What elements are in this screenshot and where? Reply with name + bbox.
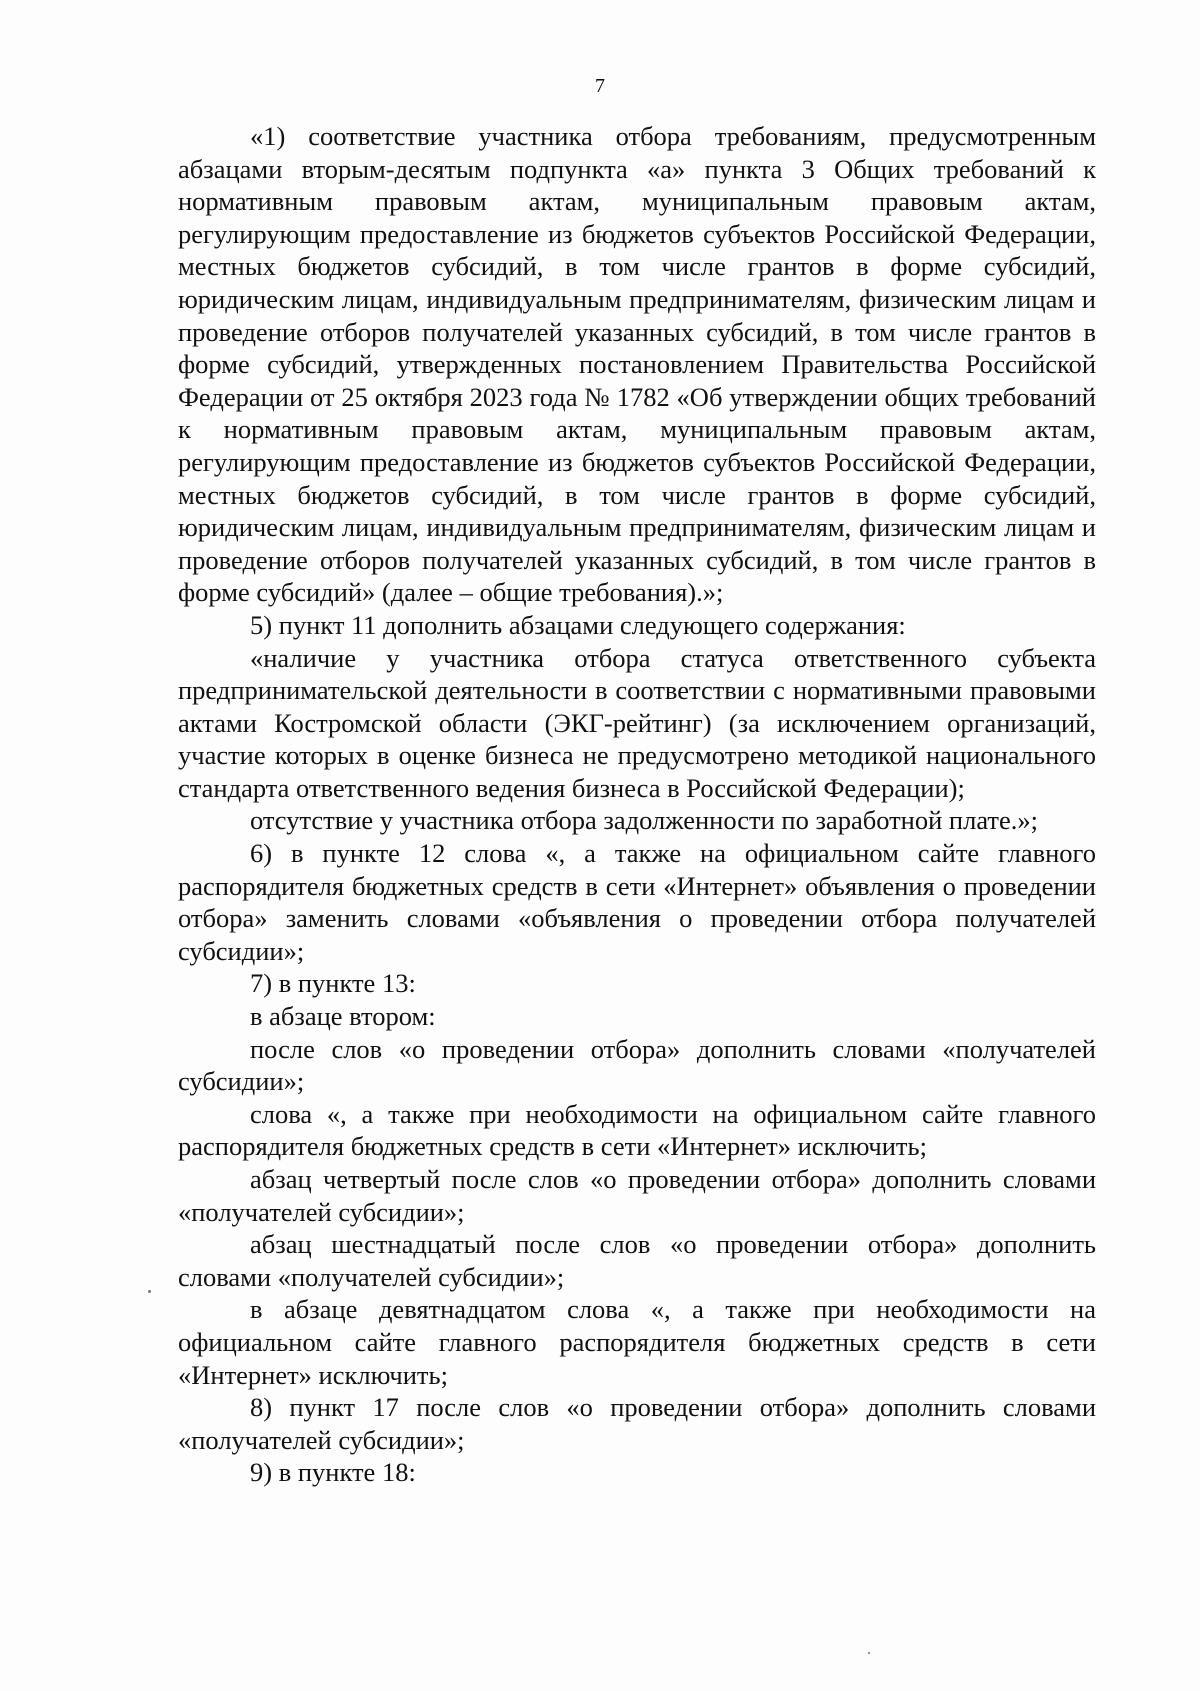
paragraph-1: «1) соответствие участника отбора требованиям, предусмотренным абзацами вторым-десятым подпункта «а» пункта 3 Общих требований к нормативным правовым актам, муниципальным правовым актам, регулирующим предоставление из бюджетов субъектов Российской Федерации, местных бюджетов субсидий, в том числе грантов в форме субсидий, юридическим лицам, индивидуальным предпринимателям, физическим лицам и проведение отборов получателей указанных субсидий, в том числе грантов в форме субсидий, утвержденных постановлением Правительства Российской Федерации от 25 октября 2023 года № 1782 «Об утверждении общих требований к нормативным правовым актам, муниципальным правовым актам, регулирующим предоставление из бюджетов субъектов Российской Федерации, местных бюджетов субсидий, в том числе грантов в форме субсидий, юридическим лицам, индивидуальным предпринимателям, физическим лицам и проведение отборов получателей указанных субсидий, в том числе грантов в форме субсидий» (далее – общие требования).»;	[178, 121, 1096, 608]
paragraph-10: абзац четвертый после слов «о проведении отбора» дополнить словами «получателей субсидии»;	[178, 1164, 1096, 1227]
paragraph-7: в абзаце втором:	[250, 1001, 436, 1032]
paragraph-13: 8) пункт 17 после слов «о проведении отбора» дополнить словами «получателей субсидии»;	[178, 1392, 1096, 1455]
paragraph-14: 9) в пункте 18:	[250, 1457, 416, 1488]
paragraph-9: слова «, а также при необходимости на официальном сайте главного распорядителя бюджетных средств в сети «Интернет» исключить;	[178, 1098, 1096, 1162]
paragraph-6: 7) в пункте 13:	[250, 968, 416, 999]
paragraph-8: после слов «о проведении отбора» дополнить словами «получателей субсидии»;	[178, 1033, 1096, 1097]
paragraph-2: 5) пункт 11 дополнить абзацами следующего содержания:	[250, 609, 906, 640]
scan-speck	[868, 1652, 870, 1654]
paragraph-11: абзац шестнадцатый после слов «о проведении отбора» дополнить словами «получателей субсидии»;	[178, 1229, 1096, 1292]
paragraph-3: «наличие у участника отбора статуса ответственного субъекта предпринимательской деятельности в соответствии с нормативными правовыми актами Костромской области (ЭКГ-рейтинг) (за исключением организаций, участие которых в оценке бизнеса не предусмотрено методикой национального стандарта ответственного ведения бизнеса в Российской Федерации);	[178, 642, 1096, 803]
paragraph-12: в абзаце девятнадцатом слова «, а также при необходимости на официальном сайте главного распорядителя бюджетных средств в сети «Интернет» исключить;	[178, 1294, 1096, 1390]
page-number: 7	[595, 75, 605, 97]
document-body	[178, 120, 1096, 1489]
scan-speck	[148, 1290, 151, 1293]
paragraph-4: отсутствие у участника отбора задолженности по заработной плате.»;	[250, 805, 1038, 836]
paragraph-5: 6) в пункте 12 слова «, а также на официальном сайте главного распорядителя бюджетных средств в сети «Интернет» объявления о проведении отбора» заменить словами «объявления о проведении отбора получателей субсидии»;	[178, 838, 1096, 966]
